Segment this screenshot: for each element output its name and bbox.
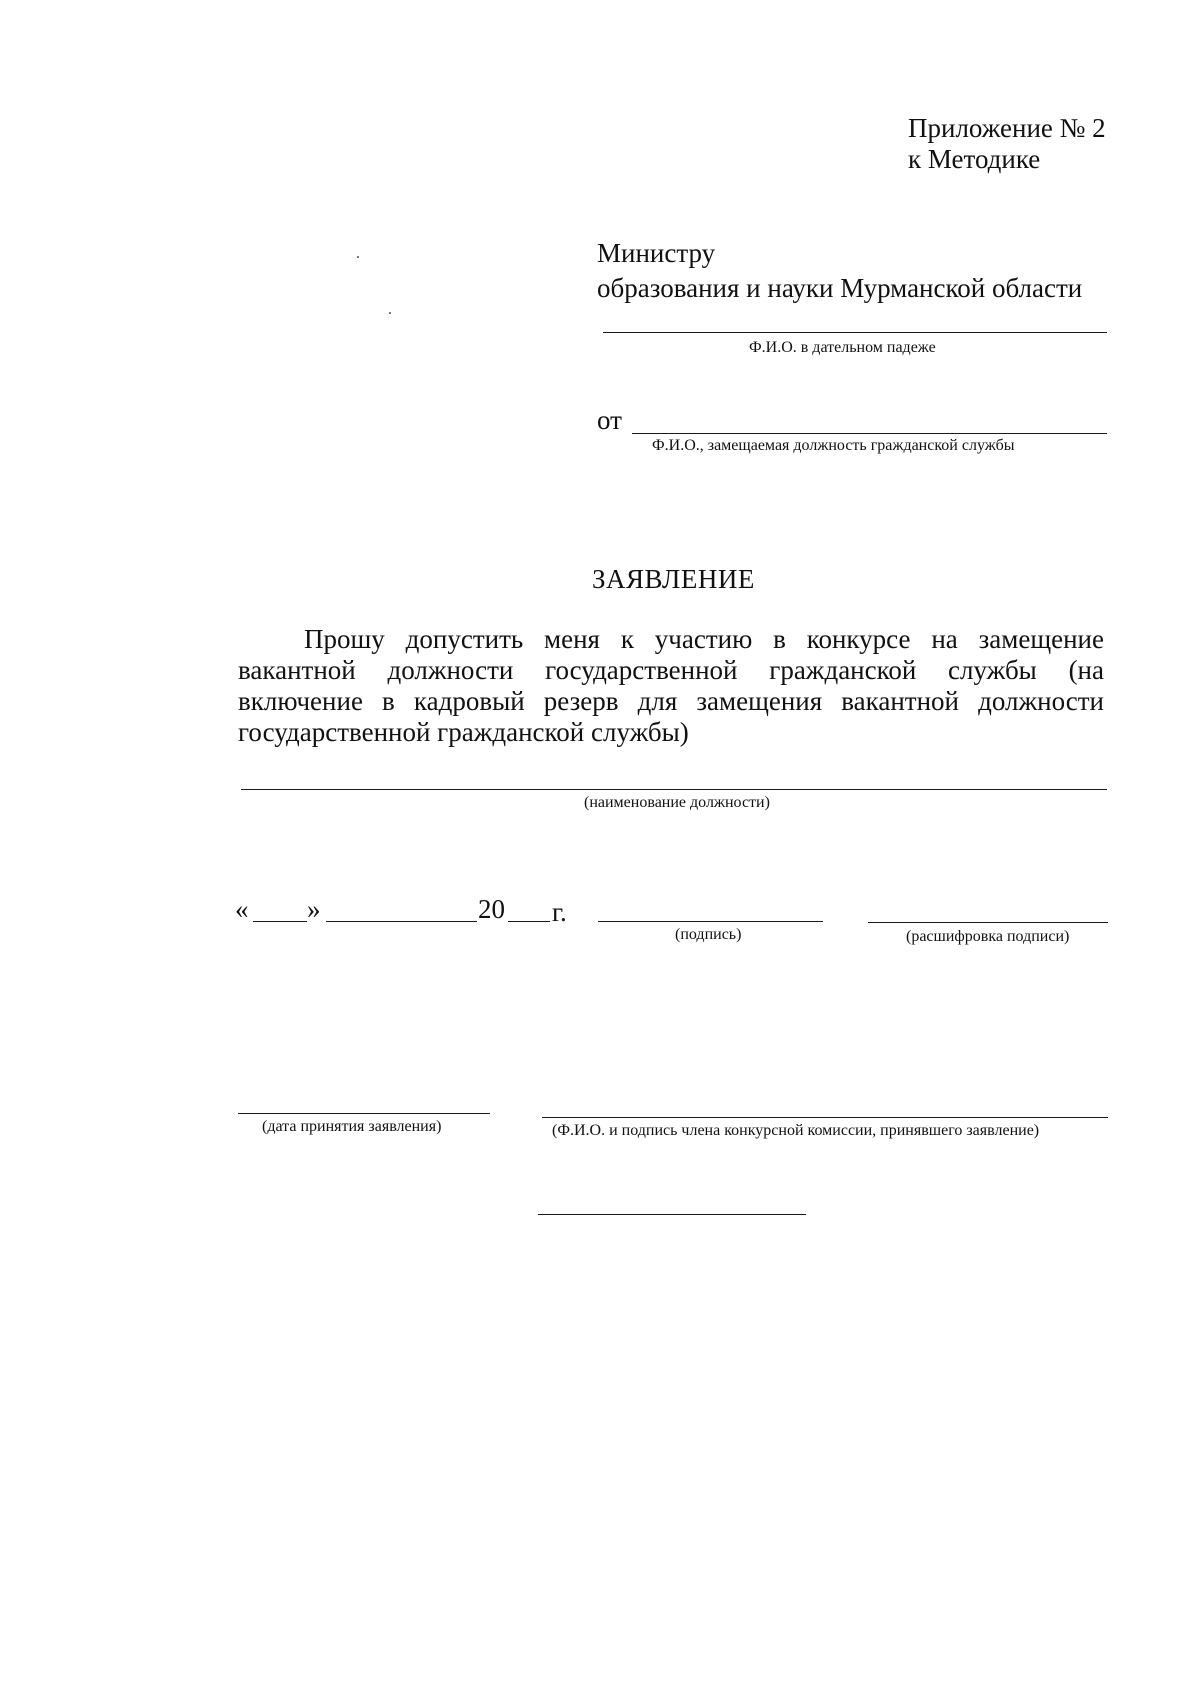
position-name-line[interactable] bbox=[241, 789, 1107, 790]
date-close-quote: » bbox=[307, 894, 321, 924]
commission-member-caption: (Ф.И.О. и подпись члена конкурсной комиссии, принявшего заявление) bbox=[552, 1122, 1040, 1139]
signature-caption: (подпись) bbox=[675, 926, 742, 943]
acceptance-date-line[interactable] bbox=[238, 1113, 490, 1114]
addressee-organization: образования и науки Мурманской области bbox=[597, 273, 1083, 303]
date-open-quote: « bbox=[235, 894, 249, 924]
appendix-reference: к Методике bbox=[908, 144, 1041, 174]
scan-speck bbox=[357, 256, 359, 258]
addressee-title: Министру bbox=[597, 238, 716, 268]
month-line[interactable] bbox=[326, 921, 477, 922]
closing-separator bbox=[538, 1214, 806, 1215]
addressee-fio-line[interactable] bbox=[603, 332, 1107, 333]
from-label: от bbox=[597, 405, 622, 435]
signature-line[interactable] bbox=[598, 921, 823, 922]
signature-decoding-caption: (расшифровка подписи) bbox=[906, 928, 1070, 945]
from-caption: Ф.И.О., замещаемая должность гражданской службы bbox=[652, 437, 1015, 454]
addressee-fio-caption: Ф.И.О. в дательном падеже bbox=[749, 339, 936, 356]
scan-speck bbox=[389, 312, 391, 314]
application-text: Прошу допустить меня к участию в конкурсе на замещение вакантной должности государственной гражданской службы (на включение в кадровый резерв для замещения вакантной должности государственной гражданской службы) bbox=[238, 624, 1104, 747]
appendix-number: Приложение № 2 bbox=[908, 113, 1106, 143]
document-title: ЗАЯВЛЕНИЕ bbox=[592, 564, 755, 594]
day-line[interactable] bbox=[253, 921, 307, 922]
year-suffix: г. bbox=[552, 897, 567, 927]
position-caption: (наименование должности) bbox=[584, 794, 770, 811]
year-line[interactable] bbox=[508, 921, 550, 922]
from-fio-line[interactable] bbox=[632, 433, 1107, 434]
commission-member-line[interactable] bbox=[542, 1117, 1108, 1118]
acceptance-date-caption: (дата принятия заявления) bbox=[262, 1118, 442, 1135]
year-prefix: 20 bbox=[478, 894, 505, 924]
signature-decoding-line[interactable] bbox=[868, 922, 1108, 923]
